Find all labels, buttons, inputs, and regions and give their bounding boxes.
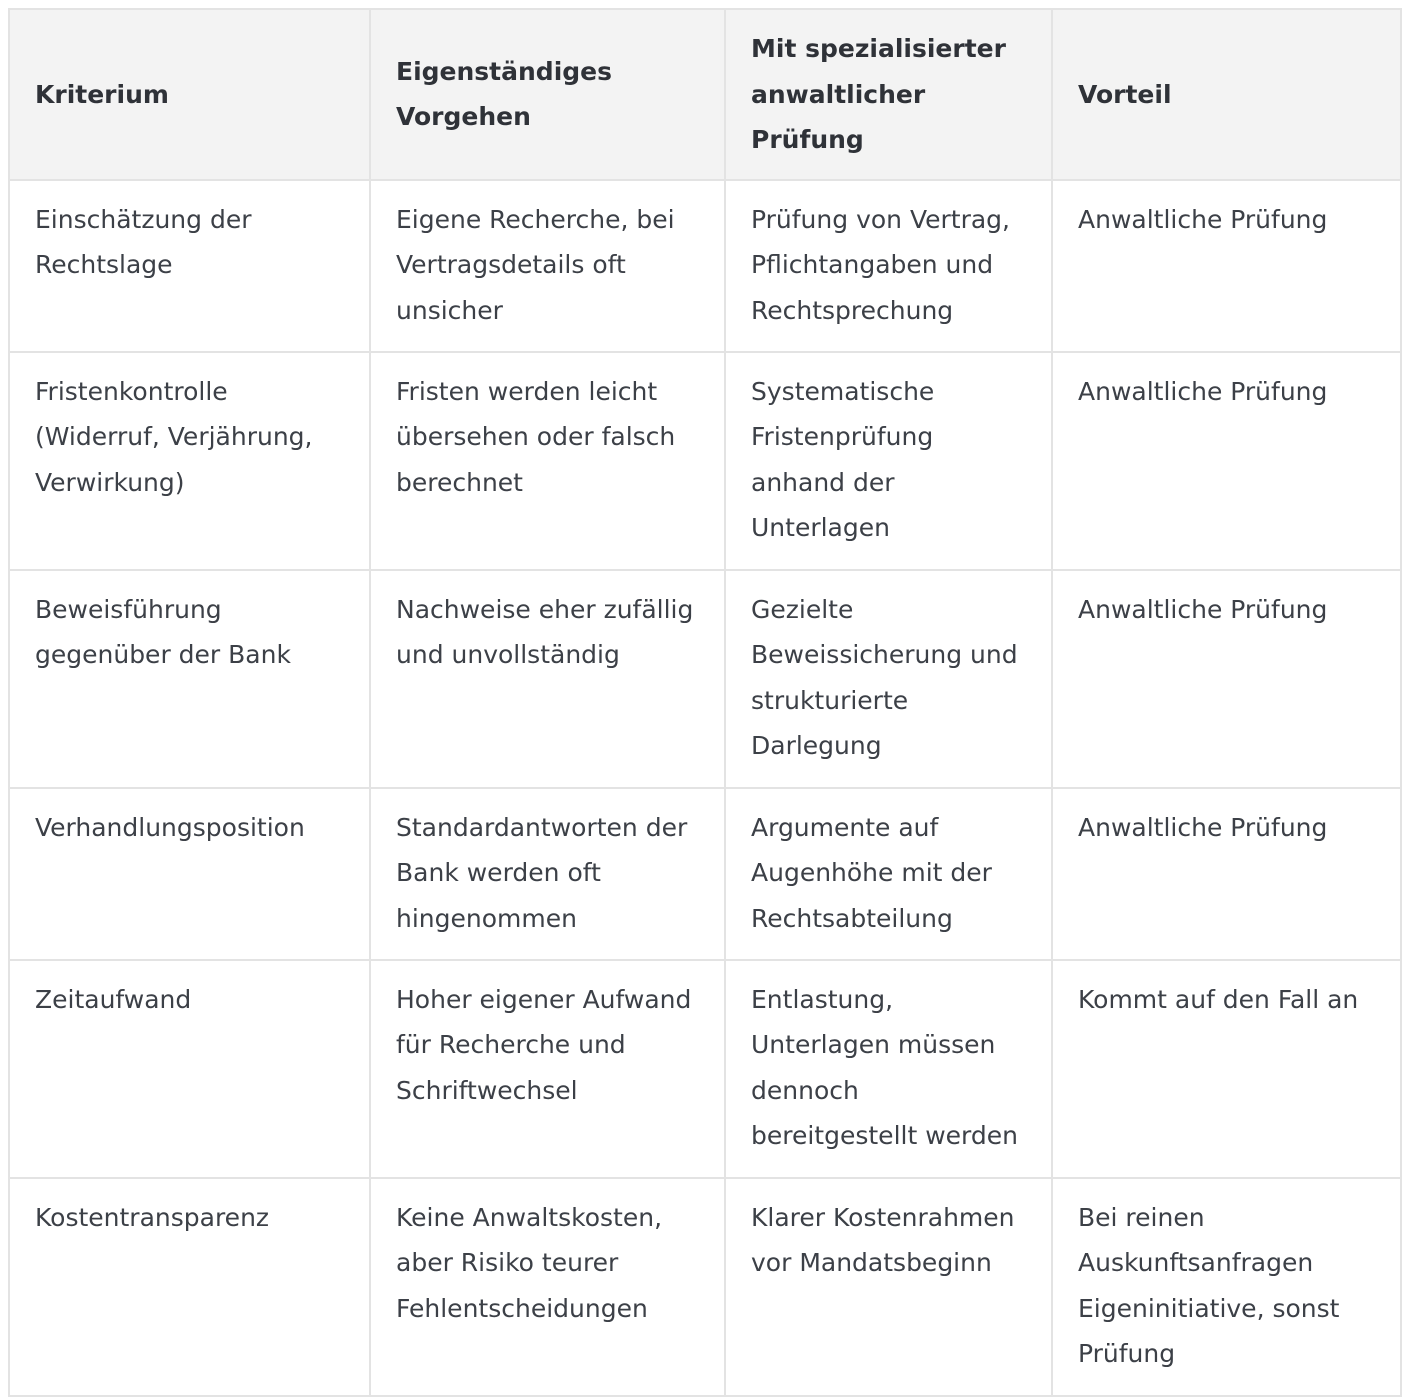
cell-anwaltlich: Entlastung, Unterlagen müssen dennoch bereitgestellt werden	[725, 960, 1052, 1178]
table-row	[9, 960, 1401, 1178]
table-header	[9, 9, 1401, 180]
cell-anwaltlich: Systematische Fristenprüfung anhand der Unterlagen	[725, 352, 1052, 570]
table-row	[9, 1178, 1401, 1396]
table-row	[9, 180, 1401, 352]
cell-eigenstaendig: Standardantworten der Bank werden oft hingenommen	[370, 788, 725, 960]
cell-anwaltlich: Prüfung von Vertrag, Pflichtangaben und Rechtsprechung	[725, 180, 1052, 352]
cell-kriterium: Zeitaufwand	[9, 960, 370, 1178]
comparison-table	[8, 8, 1402, 1397]
cell-anwaltlich: Gezielte Beweissicherung und strukturierte Darlegung	[725, 570, 1052, 788]
cell-vorteil: Anwaltliche Prüfung	[1052, 570, 1401, 788]
cell-kriterium: Beweisführung gegenüber der Bank	[9, 570, 370, 788]
cell-kriterium: Kostentransparenz	[9, 1178, 370, 1396]
cell-vorteil: Kommt auf den Fall an	[1052, 960, 1401, 1178]
cell-vorteil: Anwaltliche Prüfung	[1052, 180, 1401, 352]
cell-anwaltlich: Argumente auf Augenhöhe mit der Rechtsabteilung	[725, 788, 1052, 960]
cell-kriterium: Einschätzung der Rechtslage	[9, 180, 370, 352]
cell-eigenstaendig: Eigene Recherche, bei Vertragsdetails oft unsicher	[370, 180, 725, 352]
cell-eigenstaendig: Nachweise eher zufällig und unvollständig	[370, 570, 725, 788]
comparison-table-container	[8, 8, 1402, 1397]
table-body	[9, 180, 1401, 1396]
header-row	[9, 9, 1401, 180]
table-row	[9, 788, 1401, 960]
header-eigenstaendig: Eigenständiges Vorgehen	[370, 9, 725, 180]
cell-vorteil: Anwaltliche Prüfung	[1052, 788, 1401, 960]
cell-kriterium: Verhandlungsposition	[9, 788, 370, 960]
header-anwaltlich: Mit spezialisierter anwaltlicher Prüfung	[725, 9, 1052, 180]
cell-eigenstaendig: Hoher eigener Aufwand für Recherche und Schriftwechsel	[370, 960, 725, 1178]
header-kriterium: Kriterium	[9, 9, 370, 180]
header-vorteil: Vorteil	[1052, 9, 1401, 180]
cell-vorteil: Anwaltliche Prüfung	[1052, 352, 1401, 570]
cell-kriterium: Fristenkontrolle (Widerruf, Verjährung, Verwirkung)	[9, 352, 370, 570]
cell-eigenstaendig: Keine Anwaltskosten, aber Risiko teurer Fehlentscheidungen	[370, 1178, 725, 1396]
cell-vorteil: Bei reinen Auskunftsanfragen Eigeninitiative, sonst Prüfung	[1052, 1178, 1401, 1396]
cell-anwaltlich: Klarer Kostenrahmen vor Mandatsbeginn	[725, 1178, 1052, 1396]
table-row	[9, 352, 1401, 570]
table-row	[9, 570, 1401, 788]
cell-eigenstaendig: Fristen werden leicht übersehen oder falsch berechnet	[370, 352, 725, 570]
